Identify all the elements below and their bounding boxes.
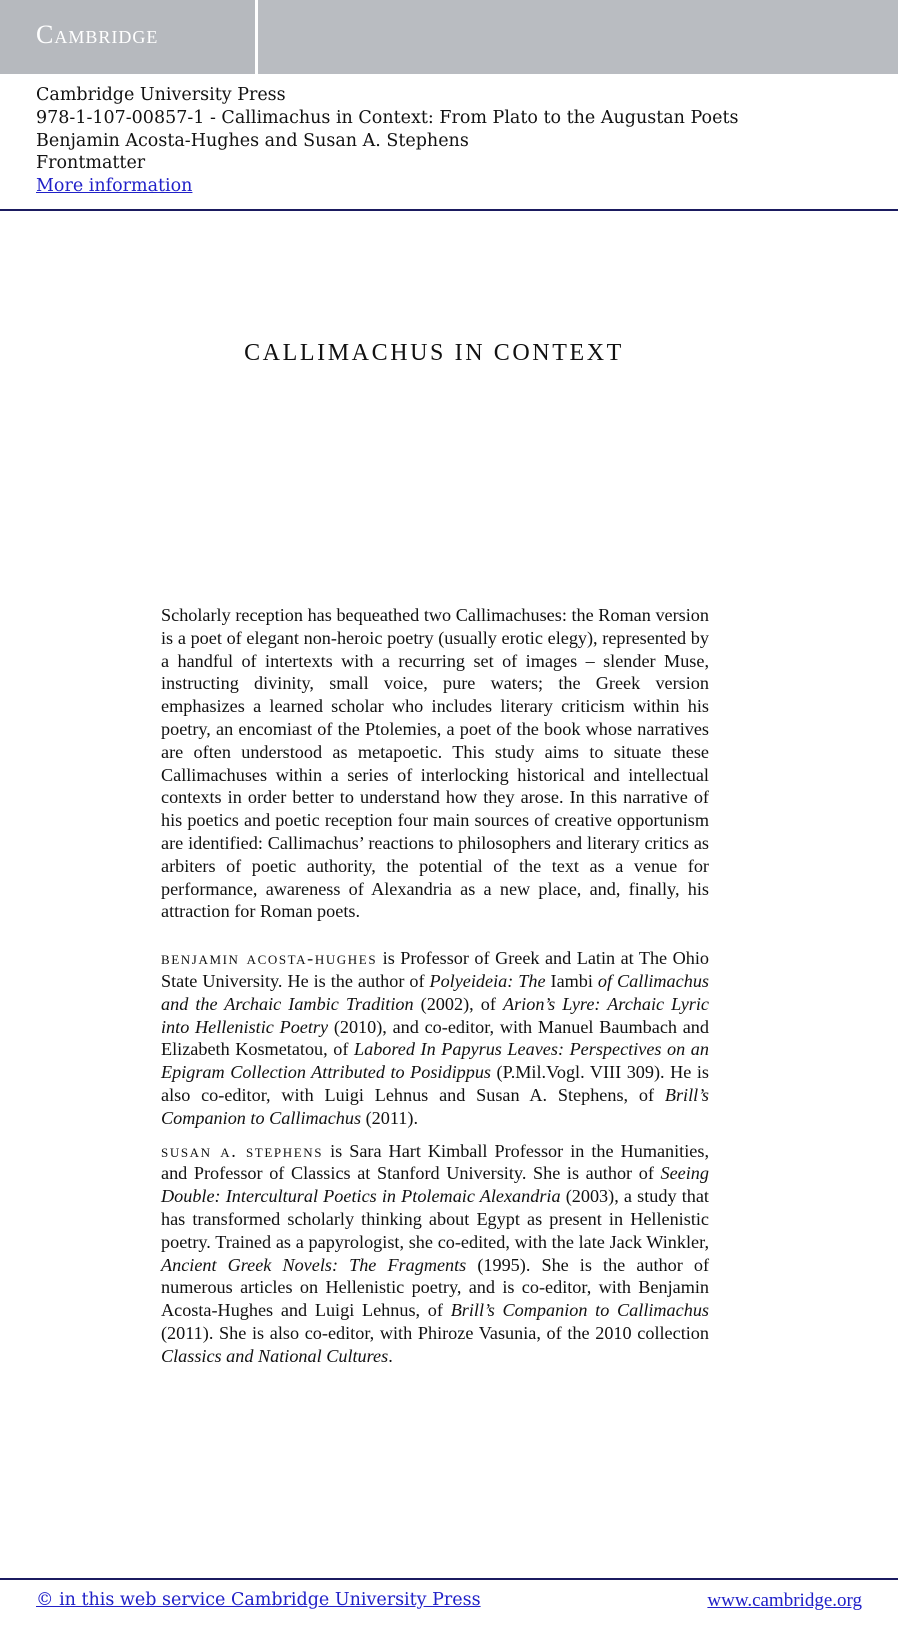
abstract-paragraph: Scholarly reception has bequeathed two Callimachuses: the Roman version is a poet of elegant non-heroic poetry (usually erotic elegy), represented by a handful of intertexts with a recurring set of images – slender Muse, instructing divinity, small voice, pure waters; the Greek version emphasizes a learned scholar who includes literary criticism within his poetry, an encomiast of the Ptolemies, a poet of the book whose narratives are often understood as metapoetic. This study aims to situate these Callimachuses within a series of interlocking historical and intellectual contexts in order better to understand how they arose. In this narrative of his poetics and poetic reception four main sources of creative opportunism are identified: Callimachus’ reactions to philosophers and literary critics as arbiters of poetic authority, the potential of the text as a venue for performance, awareness of Alexandria as a new place, and, finally, his attraction for Roman poets. xyxy=(161,605,709,922)
more-information-link[interactable]: More information xyxy=(36,176,193,197)
section-name: Frontmatter xyxy=(36,153,146,174)
header-divider xyxy=(0,209,898,211)
cambridge-logo: Cambridge xyxy=(36,20,159,49)
book-authors: Benjamin Acosta-Hughes and Susan A. Stephens xyxy=(36,130,469,151)
publisher-name: Cambridge University Press xyxy=(36,85,286,105)
brand-logo-panel xyxy=(0,0,258,74)
footer-divider xyxy=(0,1578,898,1580)
author-name: benjamin acosta-hughes xyxy=(161,948,378,969)
header-info xyxy=(36,84,738,198)
website-link[interactable]: www.cambridge.org xyxy=(707,1590,862,1611)
isbn-title: 978-1-107-00857-1 - Callimachus in Context: From Plato to the Augustan Poets xyxy=(36,107,739,128)
author-bio-stephens: susan a. stephens is Sara Hart Kimball Professor in the Humanities, and Professor of Classics at Stanford University. She is author of Seeing Double: Intercultural Poetics in Ptolemaic Alexandria (2003), a study that has transformed scholarly thinking about Egypt as present in Hellenistic poetry. Trained as a papyrologist, she co-edited, with the late Jack Winkler, Ancient Greek Novels: The Fragments (1995). She is the author of numerous articles on Hellenistic poetry, and is co-editor, with Benjamin Acosta-Hughes and Luigi Lehnus, of Brill’s Companion to Callimachus (2011). She is also co-editor, with Phiroze Vasunia, of the 2010 collection Classics and National Cultures. xyxy=(161,1140,710,1366)
book-title: CALLIMACHUS IN CONTEXT xyxy=(244,340,624,366)
main-content xyxy=(161,604,709,1368)
copyright-link[interactable]: © in this web service Cambridge University Press xyxy=(36,1590,481,1610)
author-bio-acosta-hughes: benjamin acosta-hughes is Professor of Greek and Latin at The Ohio State University. He is the author of Polyeideia: The Iambi of Callimachus and the Archaic Iambic Tradition (2002), of Arion’s Lyre: Archaic Lyric into Hellenistic Poetry (2010), and co-editor, with Manuel Baumbach and Elizabeth Kosmetatou, of Labored In Papyrus Leaves: Perspectives on an Epigram Collection Attributed to Posidippus (P.Mil.Vogl. VIII 309). He is also co-editor, with Luigi Lehnus and Susan A. Stephens, of Brill’s Companion to Callimachus (2011). xyxy=(161,948,710,1128)
author-name: susan a. stephens xyxy=(161,1140,324,1161)
